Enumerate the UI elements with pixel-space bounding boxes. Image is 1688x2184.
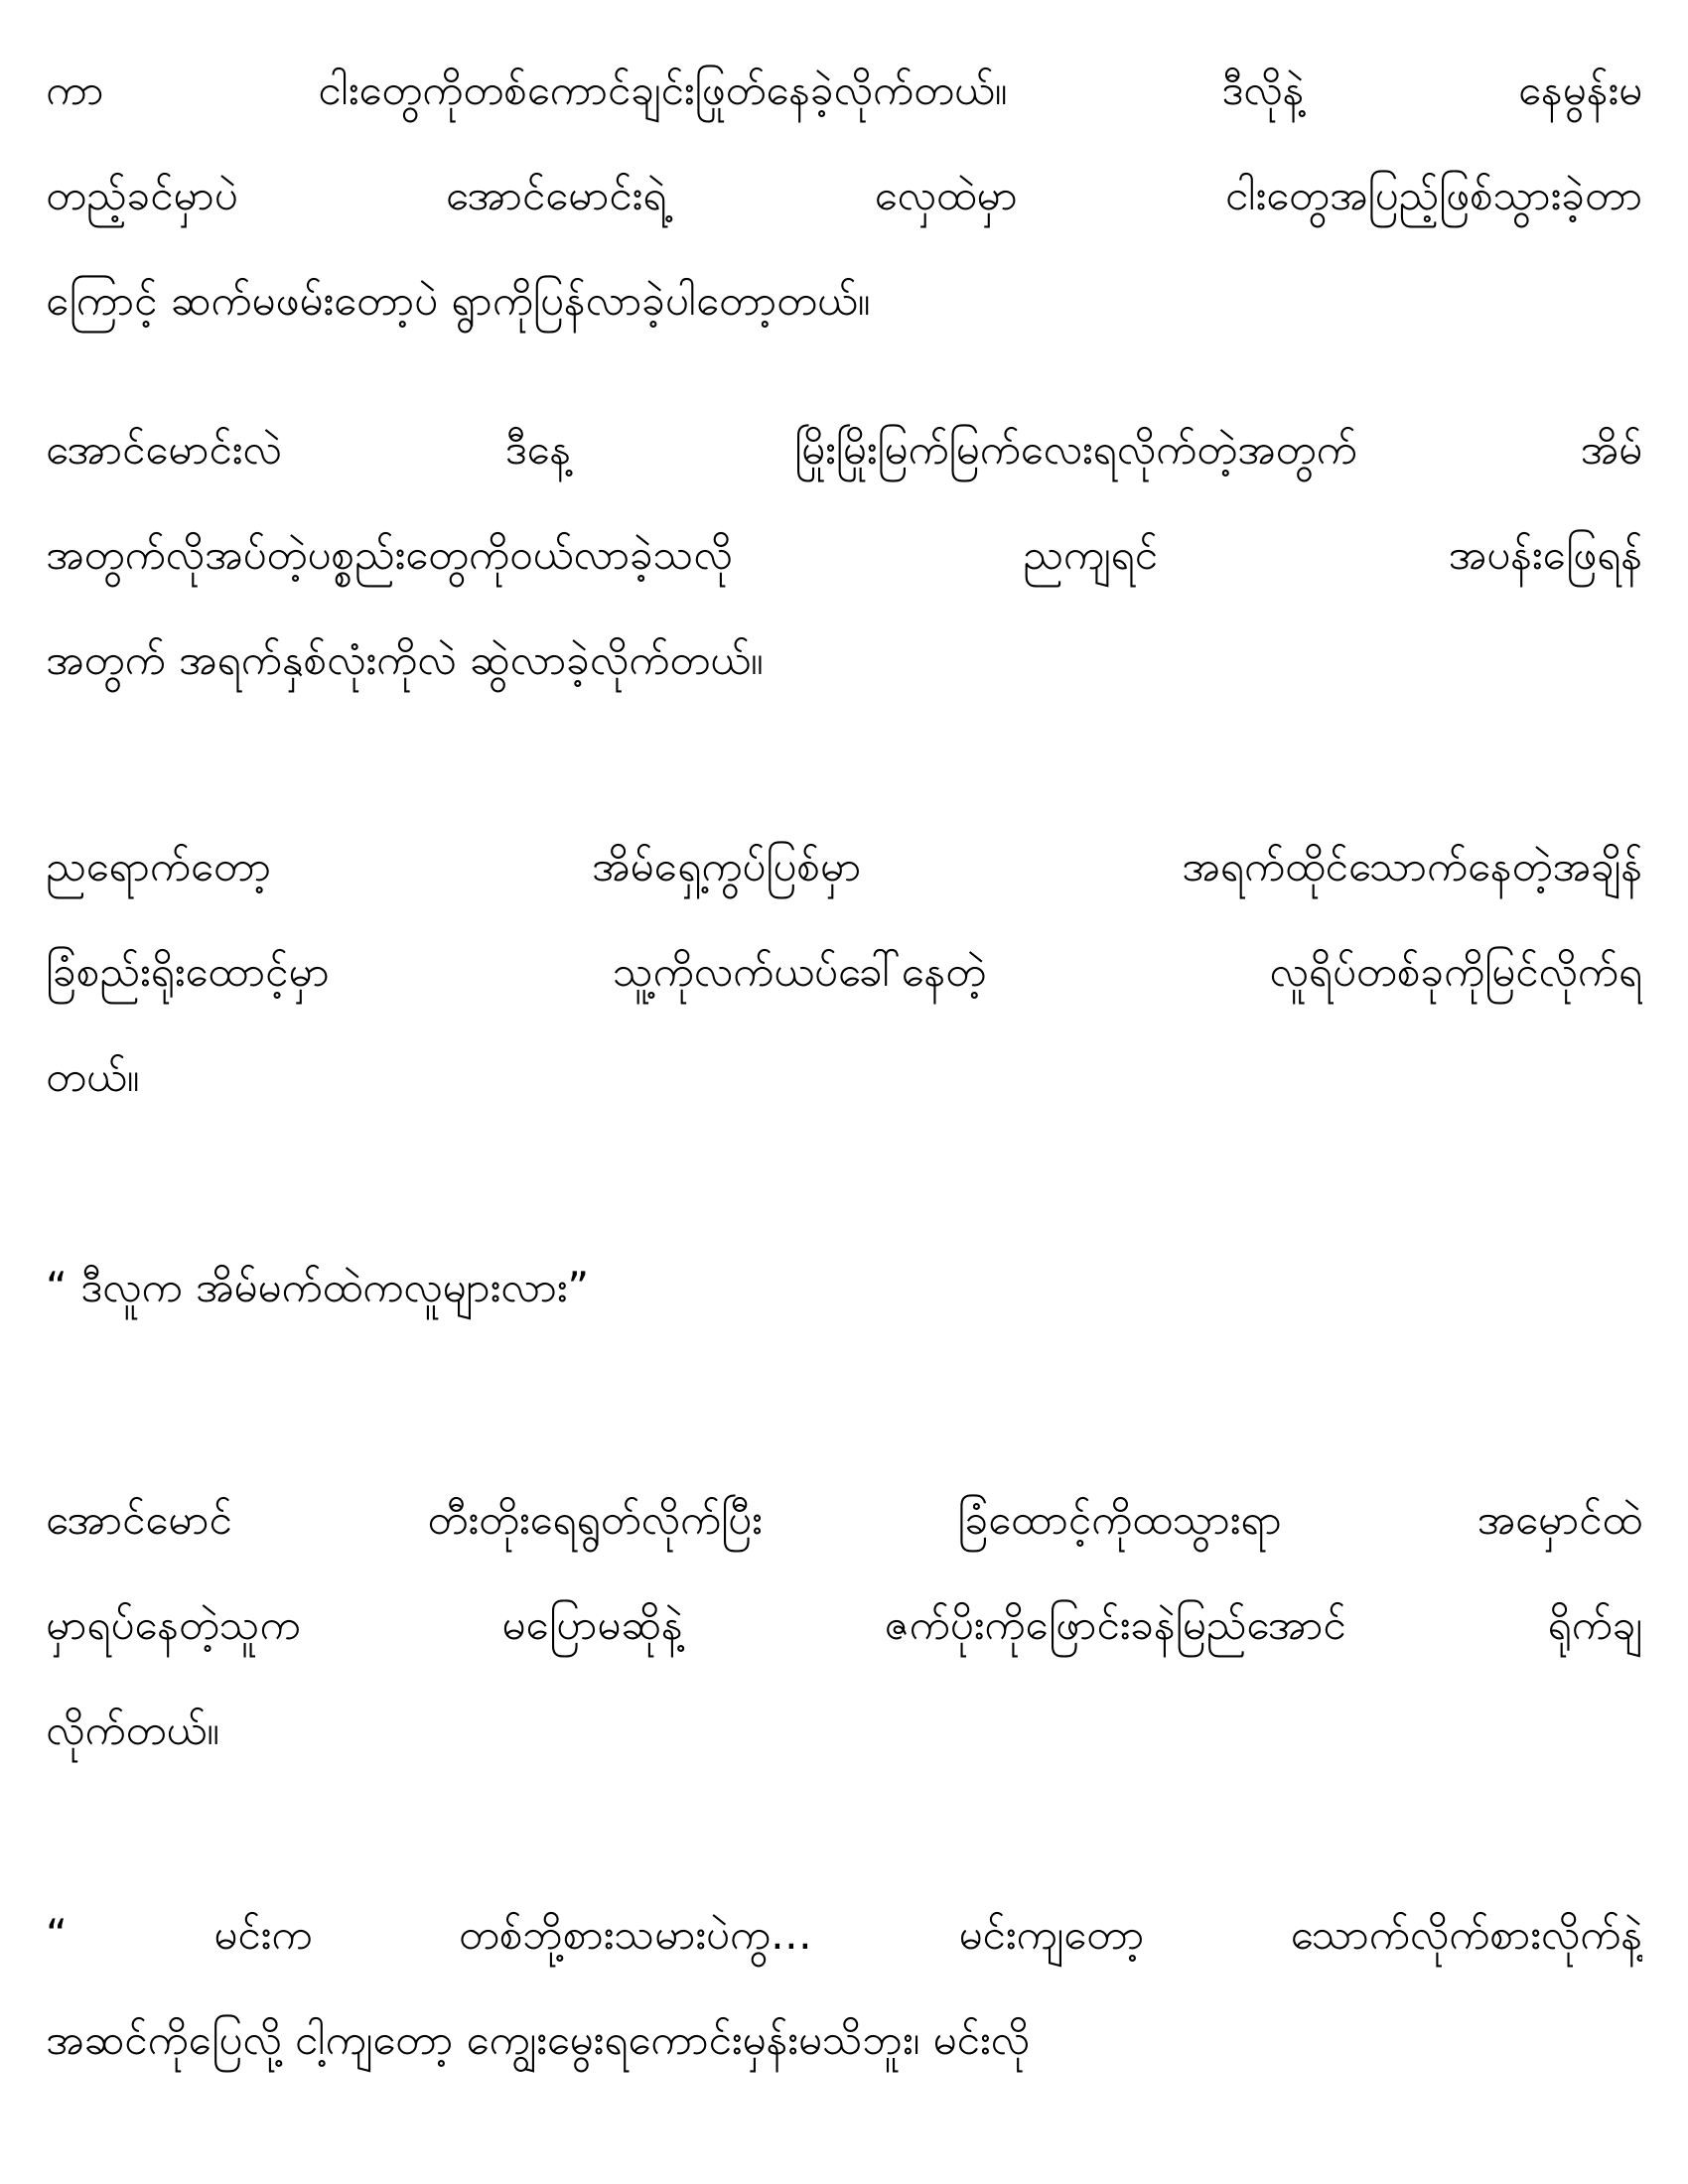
paragraph-line: အောင်မောင်းလဲ ဒီနေ့ မြိုးမြိုးမြက်မြက်လေးရလိုက်တဲ့အတွက် အိမ် xyxy=(46,425,1642,474)
paragraph-line: တည့်ခင်မှာပဲ အောင်မောင်းရဲ့ လှေထဲမှာ ငါးတွေအပြည့်ဖြစ်သွားခဲ့တာ xyxy=(46,171,1642,219)
paragraph-line: “ ဒီလူက အိမ်မက်ထဲကလူများလား” xyxy=(46,1263,590,1311)
paragraph-line: ကာ ငါးတွေကိုတစ်ကောင်ချင်းဖြုတ်နေခဲ့လိုက်တယ်။ ဒီလိုနဲ့ နေမွန်းမ xyxy=(46,66,1642,114)
paragraph-line: အဆင်ကိုပြေလို့ ငါ့ကျတော့ ကျွေးမွေးရကောင်းမှန်းမသိဘူး၊ မင်းလို xyxy=(46,2015,1030,2064)
paragraph-5 xyxy=(46,1467,1642,1783)
paragraph-line: ညရောက်တော့ အိမ်ရှေ့ကွပ်ပြစ်မှာ အရက်ထိုင်သောက်နေတဲ့အချိန် xyxy=(46,842,1642,890)
dialogue-quote-2 xyxy=(46,1882,1642,2093)
paragraph-line: လိုက်တယ်။ xyxy=(46,1706,219,1754)
paragraph-line: “ မင်းက တစ်ဘို့စားသမားပဲကွ… မင်းကျတော့ သောက်လိုက်စားလိုက်နဲ့ xyxy=(46,1910,1642,1959)
paragraph-1 xyxy=(46,38,1642,353)
paragraph-line: ကြောင့် ဆက်မဖမ်းတော့ပဲ ရွာကိုပြန်လာခဲ့ပါတော့တယ်။ xyxy=(46,276,871,325)
paragraph-line: ခြံစည်းရိုးထောင့်မှာ သူ့ကိုလက်ယပ်ခေါ်နေတဲ့ လူရိပ်တစ်ခုကိုမြင်လိုက်ရ xyxy=(46,947,1642,996)
paragraph-line: မှာရပ်နေတဲ့သူက မပြောမဆိုနဲ့ ဇက်ပိုးကိုဖြောင်းခနဲမြည်အောင် ရိုက်ချ xyxy=(46,1600,1642,1649)
paragraph-3 xyxy=(46,814,1642,1130)
paragraph-line: အတွက်လိုအပ်တဲ့ပစ္စည်းတွေကိုဝယ်လာခဲ့သလို ညကျရင် အပန်းဖြေရန် xyxy=(46,530,1642,579)
paragraph-2 xyxy=(46,397,1642,713)
paragraph-line: အတွက် အရက်နှစ်လုံးကိုလဲ ဆွဲလာခဲ့လိုက်တယ်။ xyxy=(46,635,764,684)
paragraph-line: တယ်။ xyxy=(46,1052,140,1101)
paragraph-line: အောင်မောင် တီးတိုးရေရွတ်လိုက်ပြီး ခြံထောင့်ကိုထသွားရာ အမှောင်ထဲ xyxy=(46,1495,1642,1544)
dialogue-quote-1 xyxy=(46,1235,1642,1340)
